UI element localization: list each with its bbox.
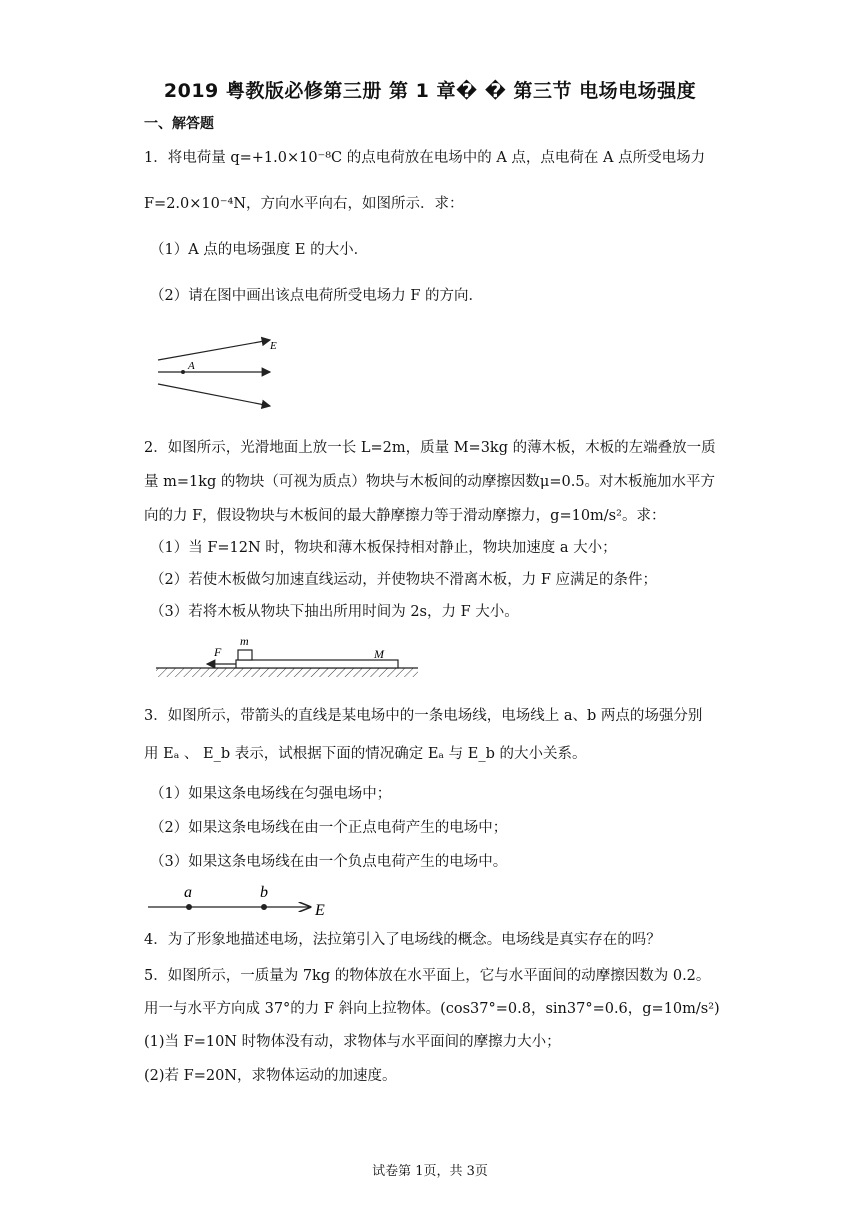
label-M: M <box>374 647 384 661</box>
block-m <box>238 650 252 660</box>
label-A: A <box>188 360 195 372</box>
q3-sub3: （3）如果这条电场线在由一个负点电荷产生的电场中。 <box>150 854 508 870</box>
q5-line2: 用一与水平方向成 37°的力 F 斜向上拉物体。(cos37°=0.8，sin37°=0.6，g=10m/s²) <box>144 1001 720 1017</box>
q2-line2: 量 m=1kg 的物块（可视为质点）物块与木板间的动摩擦因数μ=0.5。对木板施加水平方 <box>144 474 716 490</box>
field-line-lower <box>158 384 270 406</box>
label-m: m <box>240 634 249 648</box>
q3-line1: 3．如图所示，带箭头的直线是某电场中的一条电场线，电场线上 a、b 两点的场强分别 <box>144 708 703 724</box>
q3-line2: 用 Eₐ 、 E_b 表示，试根据下面的情况确定 Eₐ 与 E_b 的大小关系。 <box>144 746 587 762</box>
q4-line1: 4．为了形象地描述电场，法拉第引入了电场线的概念。电场线是真实存在的吗？ <box>144 932 661 948</box>
ground-hatching <box>156 668 418 677</box>
q3-field-line-figure <box>144 880 344 920</box>
page-footer: 试卷第 1页，共 3页 <box>372 1164 488 1179</box>
page-title: 2019 粤教版必修第三册 第 1 章� � 第三节 电场电场强度 <box>163 80 697 102</box>
label-F: F <box>214 645 222 659</box>
q1-sub1: （1）A 点的电场强度 E 的大小． <box>150 242 369 258</box>
q5-line1: 5．如图所示，一质量为 7kg 的物体放在水平面上，它与水平面间的动摩擦因数为 0.2。 <box>144 968 711 984</box>
q1-line2: F=2.0×10⁻⁴N，方向水平向右，如图所示．求： <box>144 196 464 212</box>
label-E: E <box>270 340 277 352</box>
q1-line1: 1．将电荷量 q=+1.0×10⁻⁸C 的点电荷放在电场中的 A 点，点电荷在 A 点所受电场力 <box>144 150 706 166</box>
q1-sub2: （2）请在图中画出该点电荷所受电场力 F 的方向． <box>150 288 484 304</box>
q2-line3: 向的力 F，假设物块与木板间的最大静摩擦力等于滑动摩擦力，g=10m/s²。求： <box>144 508 666 524</box>
q3-sub1: （1）如果这条电场线在匀强电场中； <box>150 786 392 802</box>
board-M <box>236 660 398 668</box>
point-A-dot <box>181 370 185 374</box>
label-E: E <box>315 902 325 919</box>
q5-sub2: (2)若 F=20N，求物体运动的加速度。 <box>144 1068 397 1084</box>
label-a: a <box>184 884 192 901</box>
q5-sub1: (1)当 F=10N 时物体没有动，求物体与水平面间的摩擦力大小； <box>144 1034 561 1050</box>
point-a-dot <box>186 904 192 910</box>
point-b-dot <box>261 904 267 910</box>
q1-field-lines-figure <box>150 330 290 410</box>
field-line-upper <box>158 340 270 360</box>
q2-sub3: （3）若将木板从物块下抽出所用时间为 2s，力 F 大小。 <box>150 604 519 620</box>
q3-sub2: （2）如果这条电场线在由一个正点电荷产生的电场中； <box>150 820 508 836</box>
q2-block-board-figure <box>152 632 422 682</box>
q2-sub2: （2）若使木板做匀加速直线运动，并使物块不滑离木板，力 F 应满足的条件； <box>150 572 658 588</box>
section-heading: 一、解答题 <box>144 116 214 132</box>
label-b: b <box>260 884 268 901</box>
q2-line1: 2．如图所示，光滑地面上放一长 L=2m，质量 M=3kg 的薄木板，木板的左端叠放一质 <box>144 440 716 456</box>
q2-sub1: （1）当 F=12N 时，物块和薄木板保持相对静止，物块加速度 a 大小； <box>150 540 617 556</box>
